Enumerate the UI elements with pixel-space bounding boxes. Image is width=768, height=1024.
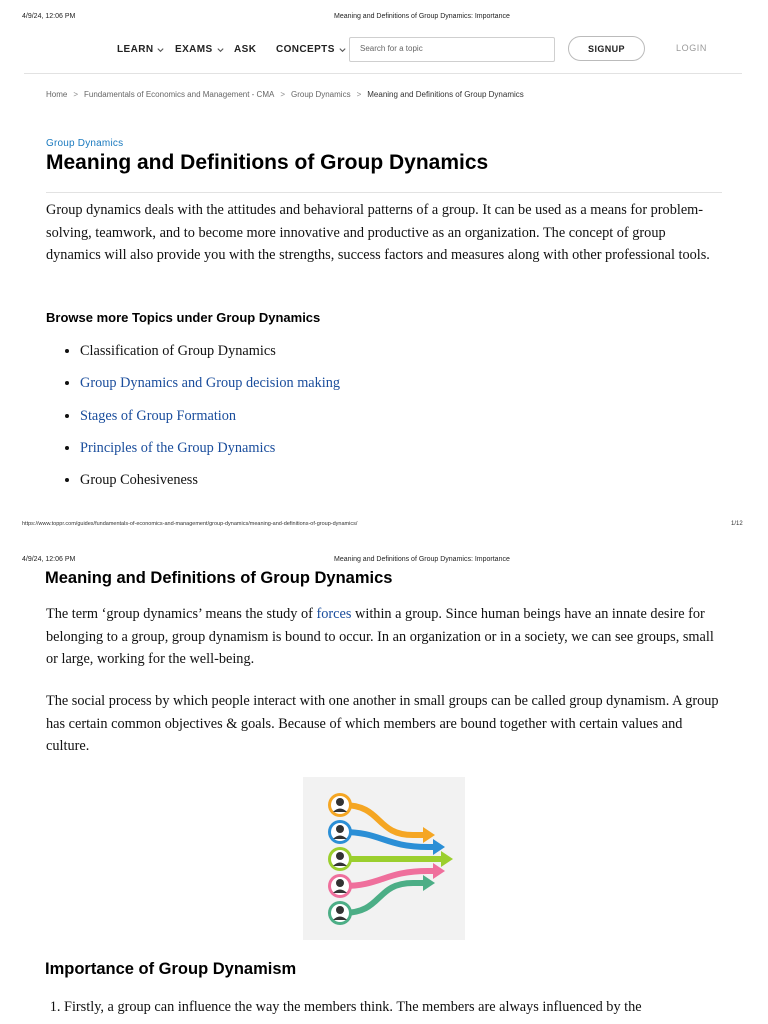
print-doc-title: Meaning and Definitions of Group Dynamics: Importance bbox=[334, 13, 510, 20]
breadcrumb-home[interactable]: Home bbox=[46, 90, 68, 99]
topic-link-stages[interactable]: Stages of Group Formation bbox=[80, 407, 237, 424]
avatar-icon bbox=[328, 793, 352, 817]
search-box bbox=[349, 37, 555, 62]
topics-list bbox=[62, 339, 340, 500]
print-page-number: 1/12 bbox=[731, 521, 743, 527]
breadcrumb-separator: > bbox=[280, 90, 285, 99]
avatar-icon bbox=[328, 847, 352, 871]
nav-concepts-label: CONCEPTS bbox=[276, 44, 335, 55]
list-item bbox=[80, 371, 340, 403]
nav-learn-label: LEARN bbox=[117, 44, 154, 55]
avatar-icon bbox=[328, 874, 352, 898]
breadcrumb-current: Meaning and Definitions of Group Dynamics bbox=[367, 90, 524, 99]
print-datetime: 4/9/24, 12:06 PM bbox=[22, 13, 76, 20]
definition-paragraph bbox=[46, 603, 722, 671]
header-divider bbox=[24, 73, 742, 74]
breadcrumb-separator: > bbox=[356, 90, 362, 99]
importance-item-text: Firstly, a group can influence the way the members think. The members are always influenced by the bbox=[64, 999, 642, 1015]
print-footer-url: https://www.toppr.com/guides/fundamentals-of-economics-and-management/group-dynamics/meaning-and-definitions-of-group-dynamics/ bbox=[22, 521, 358, 527]
list-item bbox=[80, 404, 340, 436]
nav-learn[interactable] bbox=[117, 44, 165, 55]
chevron-down-icon bbox=[338, 45, 347, 54]
list-item bbox=[80, 339, 340, 371]
print-datetime: 4/9/24, 12:06 PM bbox=[22, 556, 76, 563]
print-doc-title: Meaning and Definitions of Group Dynamics: Importance bbox=[334, 556, 510, 563]
importance-list bbox=[46, 996, 642, 1019]
intro-paragraph: Group dynamics deals with the attitudes and behavioral patterns of a group. It can be used as a means for problem-solving, teamwork, and to become more innovative and productive as an organization. The concept of group dynamics will also provide you with the strengths, success factors and measures along with other professional tools. bbox=[46, 202, 710, 263]
title-divider bbox=[46, 192, 722, 193]
section-title: Meaning and Definitions of Group Dynamics bbox=[45, 569, 393, 587]
people-arrows-graphic bbox=[303, 777, 465, 940]
browse-topics-heading: Browse more Topics under Group Dynamics bbox=[46, 310, 321, 325]
topic-category-link[interactable]: Group Dynamics bbox=[46, 138, 124, 149]
nav-exams[interactable] bbox=[175, 44, 225, 55]
social-process-paragraph: The social process by which people interact with one another in small groups can be called group dynamism. A group has certain common objectives & goals. Because of which members are bound together with certain values and culture. bbox=[46, 693, 719, 754]
list-item bbox=[64, 996, 642, 1019]
breadcrumb bbox=[46, 90, 524, 99]
avatar-icon bbox=[328, 820, 352, 844]
avatar-icon bbox=[328, 901, 352, 925]
breadcrumb-separator: > bbox=[73, 90, 79, 99]
nav-ask[interactable] bbox=[234, 44, 256, 55]
breadcrumb-chapter[interactable]: Group Dynamics bbox=[291, 90, 351, 99]
para-text: within a group. Since human beings have an innate desire for belonging to a group, group dynamism is bound to occur. In an organization or in a society, we can see groups, small or large, working for the well-being. bbox=[46, 606, 714, 667]
topic-link-decision-making[interactable]: Group Dynamics and Group decision making bbox=[80, 375, 341, 392]
importance-heading: Importance of Group Dynamism bbox=[45, 960, 297, 978]
search-input[interactable] bbox=[350, 38, 550, 59]
topic-cohesiveness: Group Cohesiveness bbox=[80, 472, 198, 489]
group-dynamics-illustration bbox=[303, 777, 465, 940]
list-item bbox=[80, 468, 340, 500]
chevron-down-icon bbox=[216, 45, 225, 54]
signup-button[interactable]: SIGNUP bbox=[568, 36, 645, 61]
list-item bbox=[80, 436, 340, 468]
nav-exams-label: EXAMS bbox=[175, 44, 213, 55]
page-title: Meaning and Definitions of Group Dynamics bbox=[46, 151, 489, 174]
breadcrumb-subject[interactable]: Fundamentals of Economics and Management - CMA bbox=[84, 90, 275, 99]
forces-link[interactable]: forces bbox=[316, 606, 352, 622]
nav-concepts[interactable] bbox=[276, 44, 347, 55]
topic-classification: Classification of Group Dynamics bbox=[80, 343, 276, 359]
nav-ask-label: ASK bbox=[234, 44, 257, 55]
chevron-down-icon bbox=[156, 45, 165, 54]
topic-link-principles[interactable]: Principles of the Group Dynamics bbox=[80, 439, 276, 456]
login-link[interactable]: LOGIN bbox=[676, 43, 708, 53]
para-text: The term ‘group dynamics’ means the study of bbox=[46, 606, 317, 622]
